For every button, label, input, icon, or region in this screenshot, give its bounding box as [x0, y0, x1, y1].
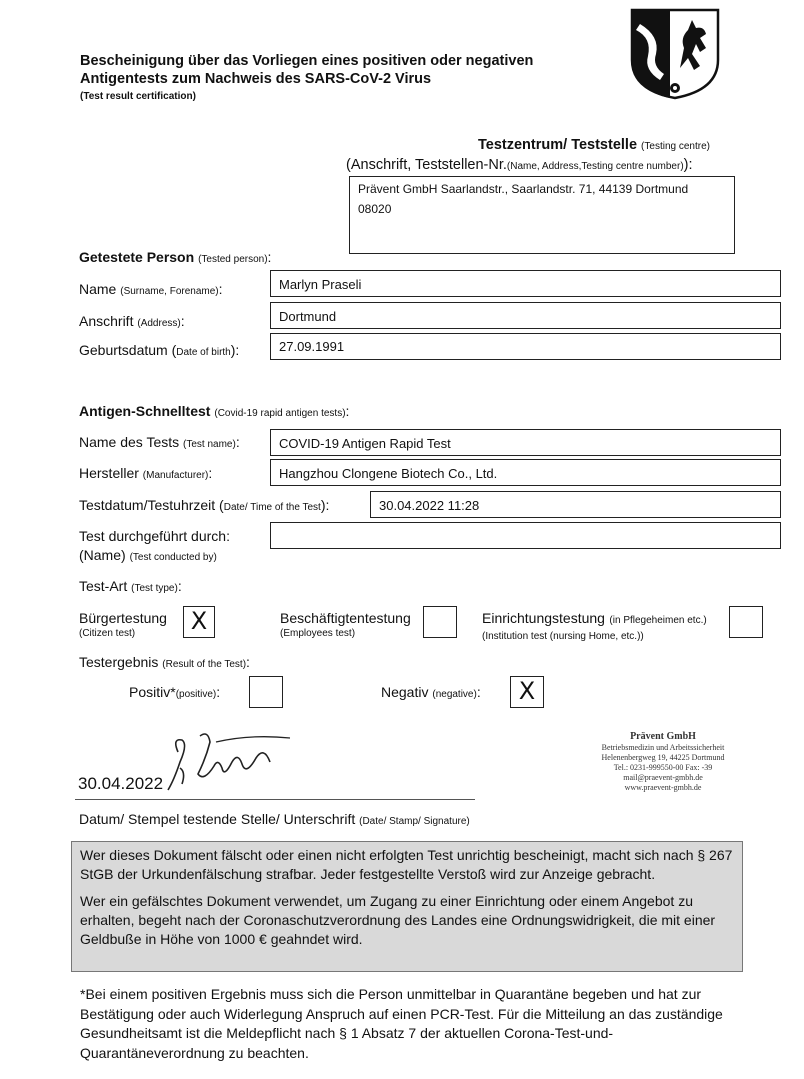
- institution-test-label-line-1: [482, 610, 707, 629]
- citizen-test-label-text: Bürgertestung: [79, 610, 167, 626]
- manufacturer-label: Hersteller (Manufacturer):: [79, 465, 213, 481]
- company-stamp: [588, 730, 738, 793]
- dob-field[interactable]: 27.09.1991: [270, 333, 781, 360]
- employee-test-label: [280, 610, 411, 642]
- conducted-by-field[interactable]: [270, 522, 781, 549]
- citizen-test-label: [79, 610, 167, 642]
- centre-address-line-1: Prävent GmbH Saarlandstr., Saarlandstr. 71, 44139 Dortmund: [358, 182, 689, 196]
- institution-test-label-en2: (Institution test (nursing Home, etc.)): [482, 631, 644, 642]
- centre-address-label-end: ):: [683, 157, 693, 173]
- title-line-1: Bescheinigung über das Vorliegen eines positiven oder negativen: [80, 53, 534, 69]
- positive-label-en: (positive): [175, 689, 217, 700]
- person-heading-colon: :: [267, 249, 272, 265]
- positive-label-text: Positiv*: [129, 684, 176, 700]
- dob-label-en: Date of birth: [176, 347, 231, 358]
- signature-caption-en: (Date/ Stamp/ Signature): [359, 816, 470, 827]
- conducted-label: [79, 527, 230, 567]
- test-name-field[interactable]: COVID-19 Antigen Rapid Test: [270, 429, 781, 456]
- test-heading-en: (Covid-19 rapid antigen tests): [214, 408, 346, 419]
- name-label: Name (Surname, Forename):: [79, 281, 223, 297]
- stamp-line-2: Helenenbergweg 19, 44225 Dortmund: [601, 753, 725, 762]
- manufacturer-label-en: (Manufacturer): [142, 470, 209, 481]
- citizen-test-label-en: (Citizen test): [79, 628, 136, 639]
- stamp-line-1: Betriebsmedizin und Arbeitssicherheit: [601, 743, 725, 752]
- title-line-2: Antigentests zum Nachweis des SARS-CoV-2 Virus: [80, 71, 432, 87]
- stamp-line-5: www.praevent-gmbh.de: [624, 783, 702, 792]
- positive-label-end: :: [216, 684, 221, 700]
- test-type-label-text: Test-Art: [79, 578, 128, 594]
- test-heading-text: Antigen-Schnelltest: [79, 403, 211, 419]
- result-label-text: Testergebnis: [79, 654, 159, 670]
- positive-label: [129, 684, 220, 700]
- citizen-test-checkbox[interactable]: X: [183, 606, 215, 638]
- datetime-label: [79, 497, 329, 513]
- conducted-label-name: (Name): [79, 547, 126, 563]
- centre-address-label-en: (Name, Address,Testing centre number): [506, 161, 684, 172]
- document-title: [80, 52, 533, 88]
- dob-label: [79, 342, 239, 358]
- handwritten-signature-icon: [160, 728, 300, 798]
- conducted-label-line-1: Test durchgeführt durch:: [79, 528, 230, 544]
- centre-heading-text: Testzentrum/ Teststelle: [478, 137, 638, 153]
- datetime-field[interactable]: 30.04.2022 11:28: [370, 491, 781, 518]
- employee-test-checkbox[interactable]: [423, 606, 457, 638]
- test-name-label-text: Name des Tests: [79, 434, 180, 450]
- address-field[interactable]: Dortmund: [270, 302, 781, 329]
- test-type-colon: :: [177, 578, 182, 594]
- employee-test-label-text: Beschäftigtentestung: [280, 610, 411, 626]
- centre-address-box[interactable]: [349, 176, 735, 254]
- negative-label: [381, 684, 481, 700]
- legal-notice-paragraph-2: Wer ein gefälschtes Dokument verwendet, um Zugang zu einer Einrichtung oder einem Angebot zu erhalten, begeht nach der Coronaschutzverordnung des Landes eine Ordnungswidrigkeit, die mit einer Geldbuße in Höhe von 1000 € geahndet wird.: [80, 893, 716, 947]
- centre-address-label-text: (Anschrift, Teststellen-Nr.: [346, 157, 507, 173]
- manufacturer-label-text: Hersteller: [79, 465, 139, 481]
- test-type-label-en: (Test type): [131, 583, 178, 594]
- conducted-label-line-2: [79, 546, 230, 567]
- employee-test-label-en: (Employees test): [280, 628, 356, 639]
- centre-heading-en: (Testing centre): [641, 141, 710, 152]
- name-label-en: (Surname, Forename): [120, 286, 219, 297]
- stamp-company-name: Prävent GmbH: [630, 731, 696, 742]
- centre-address-label: [346, 157, 693, 173]
- legal-notice-paragraph-1: Wer dieses Dokument fälscht oder einen nicht erfolgten Test unrichtig bescheinigt, macht sich nach § 267 StGB der Urkundenfälschung strafbar. Jeder festgestellte Verstoß wird zur Anzeige gebracht.: [80, 847, 733, 882]
- person-heading-text: Getestete Person: [79, 249, 195, 265]
- datetime-label-end: ):: [320, 497, 330, 513]
- address-label: Anschrift (Address):: [79, 313, 185, 329]
- manufacturer-field[interactable]: Hangzhou Clongene Biotech Co., Ltd.: [270, 459, 781, 486]
- address-label-en: (Address): [137, 318, 181, 329]
- datetime-label-text: Testdatum/Testuhrzeit (: [79, 497, 224, 513]
- negative-checkbox[interactable]: X: [510, 676, 544, 708]
- test-name-label-en: (Test name): [183, 439, 236, 450]
- negative-label-text: Negativ: [381, 684, 429, 700]
- conducted-label-en: (Test conducted by): [129, 552, 217, 563]
- institution-test-label-text: Einrichtungstestung: [482, 610, 605, 626]
- signature-date: 30.04.2022: [78, 774, 164, 793]
- result-label-colon: :: [246, 654, 250, 670]
- negative-label-en: (negative): [432, 689, 477, 700]
- centre-heading: [478, 137, 710, 153]
- test-type-label: [79, 578, 182, 594]
- stamp-line-3: Tel.: 0231-999550-00 Fax: -39: [613, 763, 713, 772]
- title-subtitle: (Test result certification): [80, 91, 196, 102]
- result-label: [79, 654, 250, 670]
- footnote: *Bei einem positiven Ergebnis muss sich die Person unmittelbar in Quarantäne begeben und hat zur Bestätigung oder auch Widerlegung Anspruch auf einen PCR-Test. Für die Mitteilung an das zuständige Gesundheitsamt ist die Meldepflicht nach § 1 Absatz 7 der aktuellen Corona-Test-und-Quarantäneverordnung zu beachten.: [80, 986, 723, 1061]
- positive-checkbox[interactable]: [249, 676, 283, 708]
- centre-address-line-2: 08020: [358, 202, 392, 216]
- test-heading-colon: :: [345, 403, 350, 419]
- test-name-label: Name des Tests (Test name):: [79, 434, 240, 450]
- person-heading: [79, 249, 271, 265]
- test-heading: [79, 403, 349, 419]
- signature-line: [75, 799, 475, 800]
- name-label-text: Name: [79, 281, 117, 297]
- institution-test-checkbox[interactable]: [729, 606, 763, 638]
- name-field[interactable]: Marlyn Praseli: [270, 270, 781, 297]
- signature-caption: [79, 811, 470, 827]
- institution-test-label: [482, 610, 707, 645]
- stamp-line-4: mail@praevent-gmbh.de: [623, 773, 703, 782]
- address-label-text: Anschrift: [79, 313, 134, 329]
- dob-label-text: Geburtsdatum (: [79, 342, 177, 358]
- signature-caption-text: Datum/ Stempel testende Stelle/ Unterschrift: [79, 811, 356, 827]
- result-label-en: (Result of the Test): [162, 659, 247, 670]
- legal-notice: [71, 841, 743, 972]
- person-heading-en: (Tested person): [198, 254, 268, 265]
- state-coat-of-arms-icon: [630, 8, 720, 100]
- institution-test-label-en: (in Pflegeheimen etc.): [609, 615, 707, 626]
- datetime-label-en: Date/ Time of the Test: [223, 502, 321, 513]
- dob-label-end: ):: [230, 342, 240, 358]
- negative-label-end: :: [476, 684, 481, 700]
